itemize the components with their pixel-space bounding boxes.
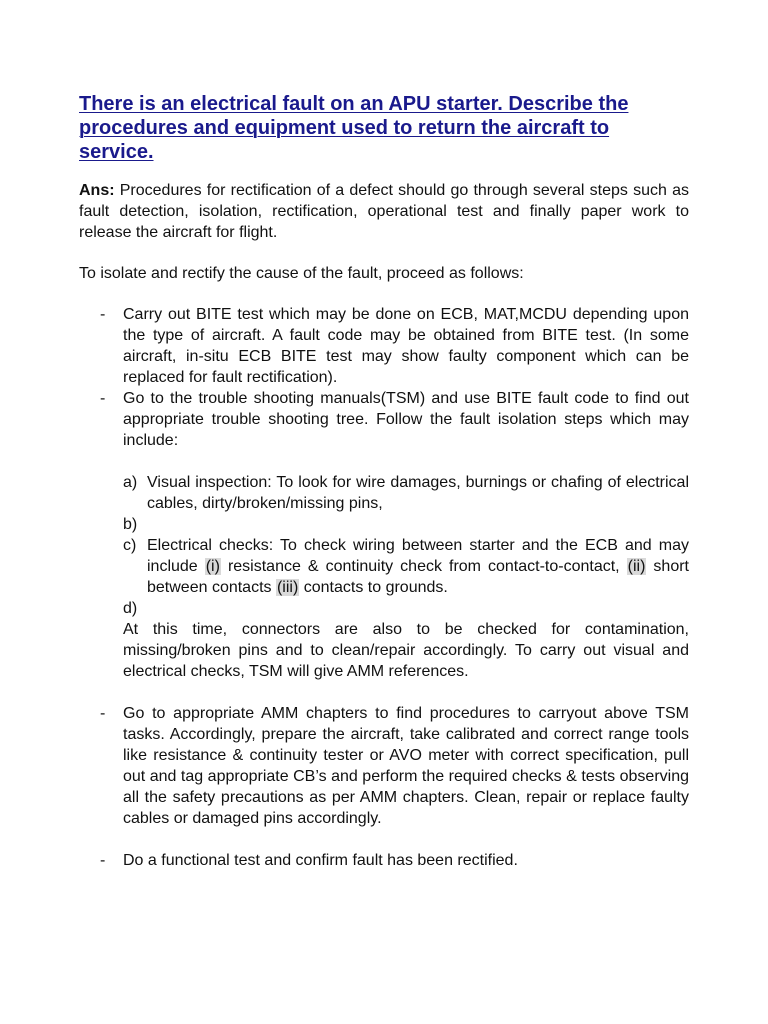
question-title: There is an electrical fault on an APU starter. Describe the procedures and equipment used to return the aircraft to service.	[79, 93, 629, 163]
dash-marker: -	[100, 306, 106, 323]
answer-paragraph	[79, 180, 689, 243]
answer-label: Ans:	[79, 182, 115, 199]
isolation-steps-list	[123, 472, 689, 619]
procedure-text: Do a functional test and confirm fault has been rectified.	[123, 852, 518, 869]
step-marker: d)	[123, 600, 138, 617]
procedure-item-amm	[79, 703, 689, 829]
highlight-i: (i)	[205, 558, 220, 575]
step-item-b	[123, 514, 689, 535]
procedure-text: Go to the trouble shooting manuals(TSM) and use BITE fault code to find out appropriate trouble shooting tree. Follow the fault isolation steps which may include:	[123, 390, 689, 449]
step-marker: c)	[123, 537, 137, 554]
step-text: contacts to grounds.	[299, 579, 448, 596]
step-text: Electrical checks: To check wiring between starter and the ECB and may include	[147, 537, 689, 575]
procedure-item-functional-test	[79, 850, 689, 871]
dash-marker: -	[100, 390, 106, 407]
procedure-text: Carry out BITE test which may be done on ECB, MAT,MCDU depending upon the type of aircraft. A fault code may be obtained from BITE test. (In some aircraft, in-situ ECB BITE test may show faulty component which can be replaced for fault rectification).	[123, 306, 689, 386]
step-marker: b)	[123, 516, 138, 533]
step-item-a	[123, 472, 689, 514]
step-text: short between contacts	[147, 558, 690, 596]
intro-paragraph: To isolate and rectify the cause of the fault, proceed as follows:	[79, 265, 524, 282]
answer-text: Procedures for rectification of a defect should go through several steps such as fault detection, isolation, rectification, operational test and finally paper work to release the aircraft for flight.	[79, 182, 689, 241]
connector-check-paragraph: At this time, connectors are also to be checked for contamination, missing/broken pins and to clean/repair accordingly. To carry out visual and electrical checks, TSM will give AMM references.	[123, 621, 689, 680]
document-page	[79, 92, 689, 871]
procedure-item-tsm	[79, 388, 689, 682]
dash-marker: -	[100, 852, 106, 869]
procedure-text: Go to appropriate AMM chapters to find procedures to carryout above TSM tasks. Accordingly, prepare the aircraft, take calibrated and correct range tools like resistance & continuity tester or AVO meter with correct specification, pull out and tag appropriate CB’s and perform the required checks & tests observing all the safety precautions as per AMM chapters. Clean, repair or replace faulty cables or damaged pins accordingly.	[123, 705, 689, 827]
highlight-iii: (iii)	[276, 579, 299, 596]
step-item-c	[123, 535, 689, 598]
step-text: resistance & continuity check from contact-to-contact,	[220, 558, 627, 575]
step-text: Visual inspection: To look for wire damages, burnings or chafing of electrical cables, dirty/broken/missing pins,	[147, 474, 689, 512]
highlight-ii: (ii)	[627, 558, 646, 575]
procedure-list	[79, 304, 689, 871]
step-marker: a)	[123, 474, 138, 491]
dash-marker: -	[100, 705, 106, 722]
procedure-item-bite	[79, 304, 689, 388]
step-item-d	[123, 598, 689, 619]
